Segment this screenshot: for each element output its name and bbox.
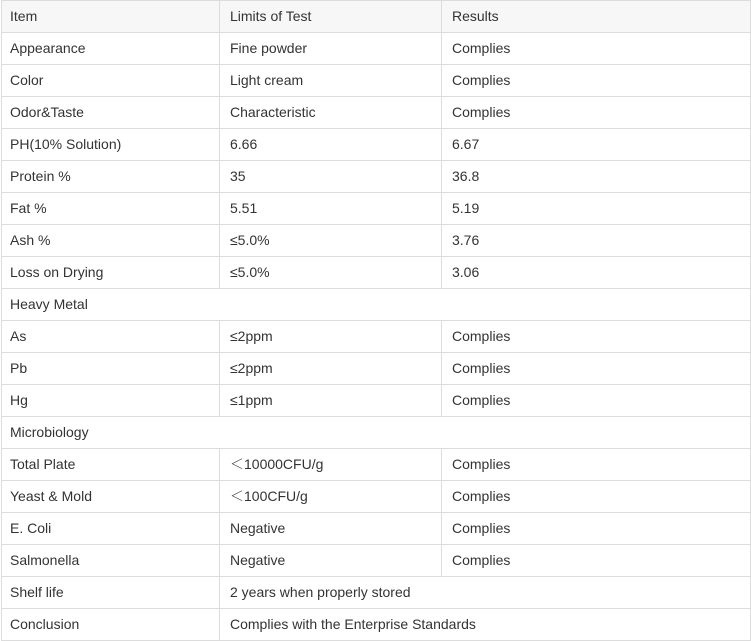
row-item: PH(10% Solution) xyxy=(2,129,220,161)
table-row xyxy=(2,609,751,641)
row-result: Complies xyxy=(442,481,751,513)
row-limit: ≤1ppm xyxy=(220,385,442,417)
row-item: Pb xyxy=(2,353,220,385)
table-row xyxy=(2,161,751,193)
table-row xyxy=(2,449,751,481)
row-limit: 5.51 xyxy=(220,193,442,225)
row-result: Complies xyxy=(442,353,751,385)
row-item: As xyxy=(2,321,220,353)
table-row xyxy=(2,385,751,417)
row-result: Complies xyxy=(442,513,751,545)
table-row xyxy=(2,97,751,129)
row-item: Appearance xyxy=(2,33,220,65)
table-row xyxy=(2,481,751,513)
row-limit: Negative xyxy=(220,513,442,545)
row-limit: ＜100CFU/g xyxy=(220,481,442,513)
row-item: Color xyxy=(2,65,220,97)
row-limit: Negative xyxy=(220,545,442,577)
row-item: Hg xyxy=(2,385,220,417)
row-limit: 35 xyxy=(220,161,442,193)
specification-table xyxy=(1,0,751,641)
table-row xyxy=(2,193,751,225)
row-item: Protein % xyxy=(2,161,220,193)
table-row xyxy=(2,321,751,353)
row-result: Complies xyxy=(442,33,751,65)
row-item: Yeast & Mold xyxy=(2,481,220,513)
row-result: 36.8 xyxy=(442,161,751,193)
row-item: Total Plate xyxy=(2,449,220,481)
row-item: Conclusion xyxy=(2,609,220,641)
row-result: Complies xyxy=(442,449,751,481)
row-limit: 6.66 xyxy=(220,129,442,161)
row-limit: ≤2ppm xyxy=(220,321,442,353)
table-row xyxy=(2,545,751,577)
row-result: 3.76 xyxy=(442,225,751,257)
row-limit-merged: 2 years when properly stored xyxy=(220,577,751,609)
row-result: Complies xyxy=(442,545,751,577)
row-limit: ≤5.0% xyxy=(220,225,442,257)
section-row-heavy-metal xyxy=(2,289,751,321)
row-item: Shelf life xyxy=(2,577,220,609)
row-limit: Light cream xyxy=(220,65,442,97)
table-row xyxy=(2,577,751,609)
table-header-row xyxy=(2,1,751,33)
table-row xyxy=(2,129,751,161)
row-result: Complies xyxy=(442,65,751,97)
table-row xyxy=(2,353,751,385)
row-result: 6.67 xyxy=(442,129,751,161)
row-item: Ash % xyxy=(2,225,220,257)
row-item: Loss on Drying xyxy=(2,257,220,289)
row-result: Complies xyxy=(442,321,751,353)
row-limit: ≤5.0% xyxy=(220,257,442,289)
row-limit-merged: Complies with the Enterprise Standards xyxy=(220,609,751,641)
row-item: Odor&Taste xyxy=(2,97,220,129)
header-limits-of-test: Limits of Test xyxy=(220,1,442,33)
section-row-microbiology xyxy=(2,417,751,449)
section-heading: Heavy Metal xyxy=(2,289,751,321)
row-limit: Fine powder xyxy=(220,33,442,65)
table-row xyxy=(2,257,751,289)
table-row xyxy=(2,513,751,545)
row-result: 5.19 xyxy=(442,193,751,225)
row-item: Fat % xyxy=(2,193,220,225)
row-item: E. Coli xyxy=(2,513,220,545)
row-limit: Characteristic xyxy=(220,97,442,129)
row-result: 3.06 xyxy=(442,257,751,289)
section-heading: Microbiology xyxy=(2,417,751,449)
row-limit: ≤2ppm xyxy=(220,353,442,385)
table-row xyxy=(2,33,751,65)
row-limit: ＜10000CFU/g xyxy=(220,449,442,481)
header-item: Item xyxy=(2,1,220,33)
row-item: Salmonella xyxy=(2,545,220,577)
row-result: Complies xyxy=(442,385,751,417)
table-row xyxy=(2,225,751,257)
table-row xyxy=(2,65,751,97)
header-results: Results xyxy=(442,1,751,33)
row-result: Complies xyxy=(442,97,751,129)
